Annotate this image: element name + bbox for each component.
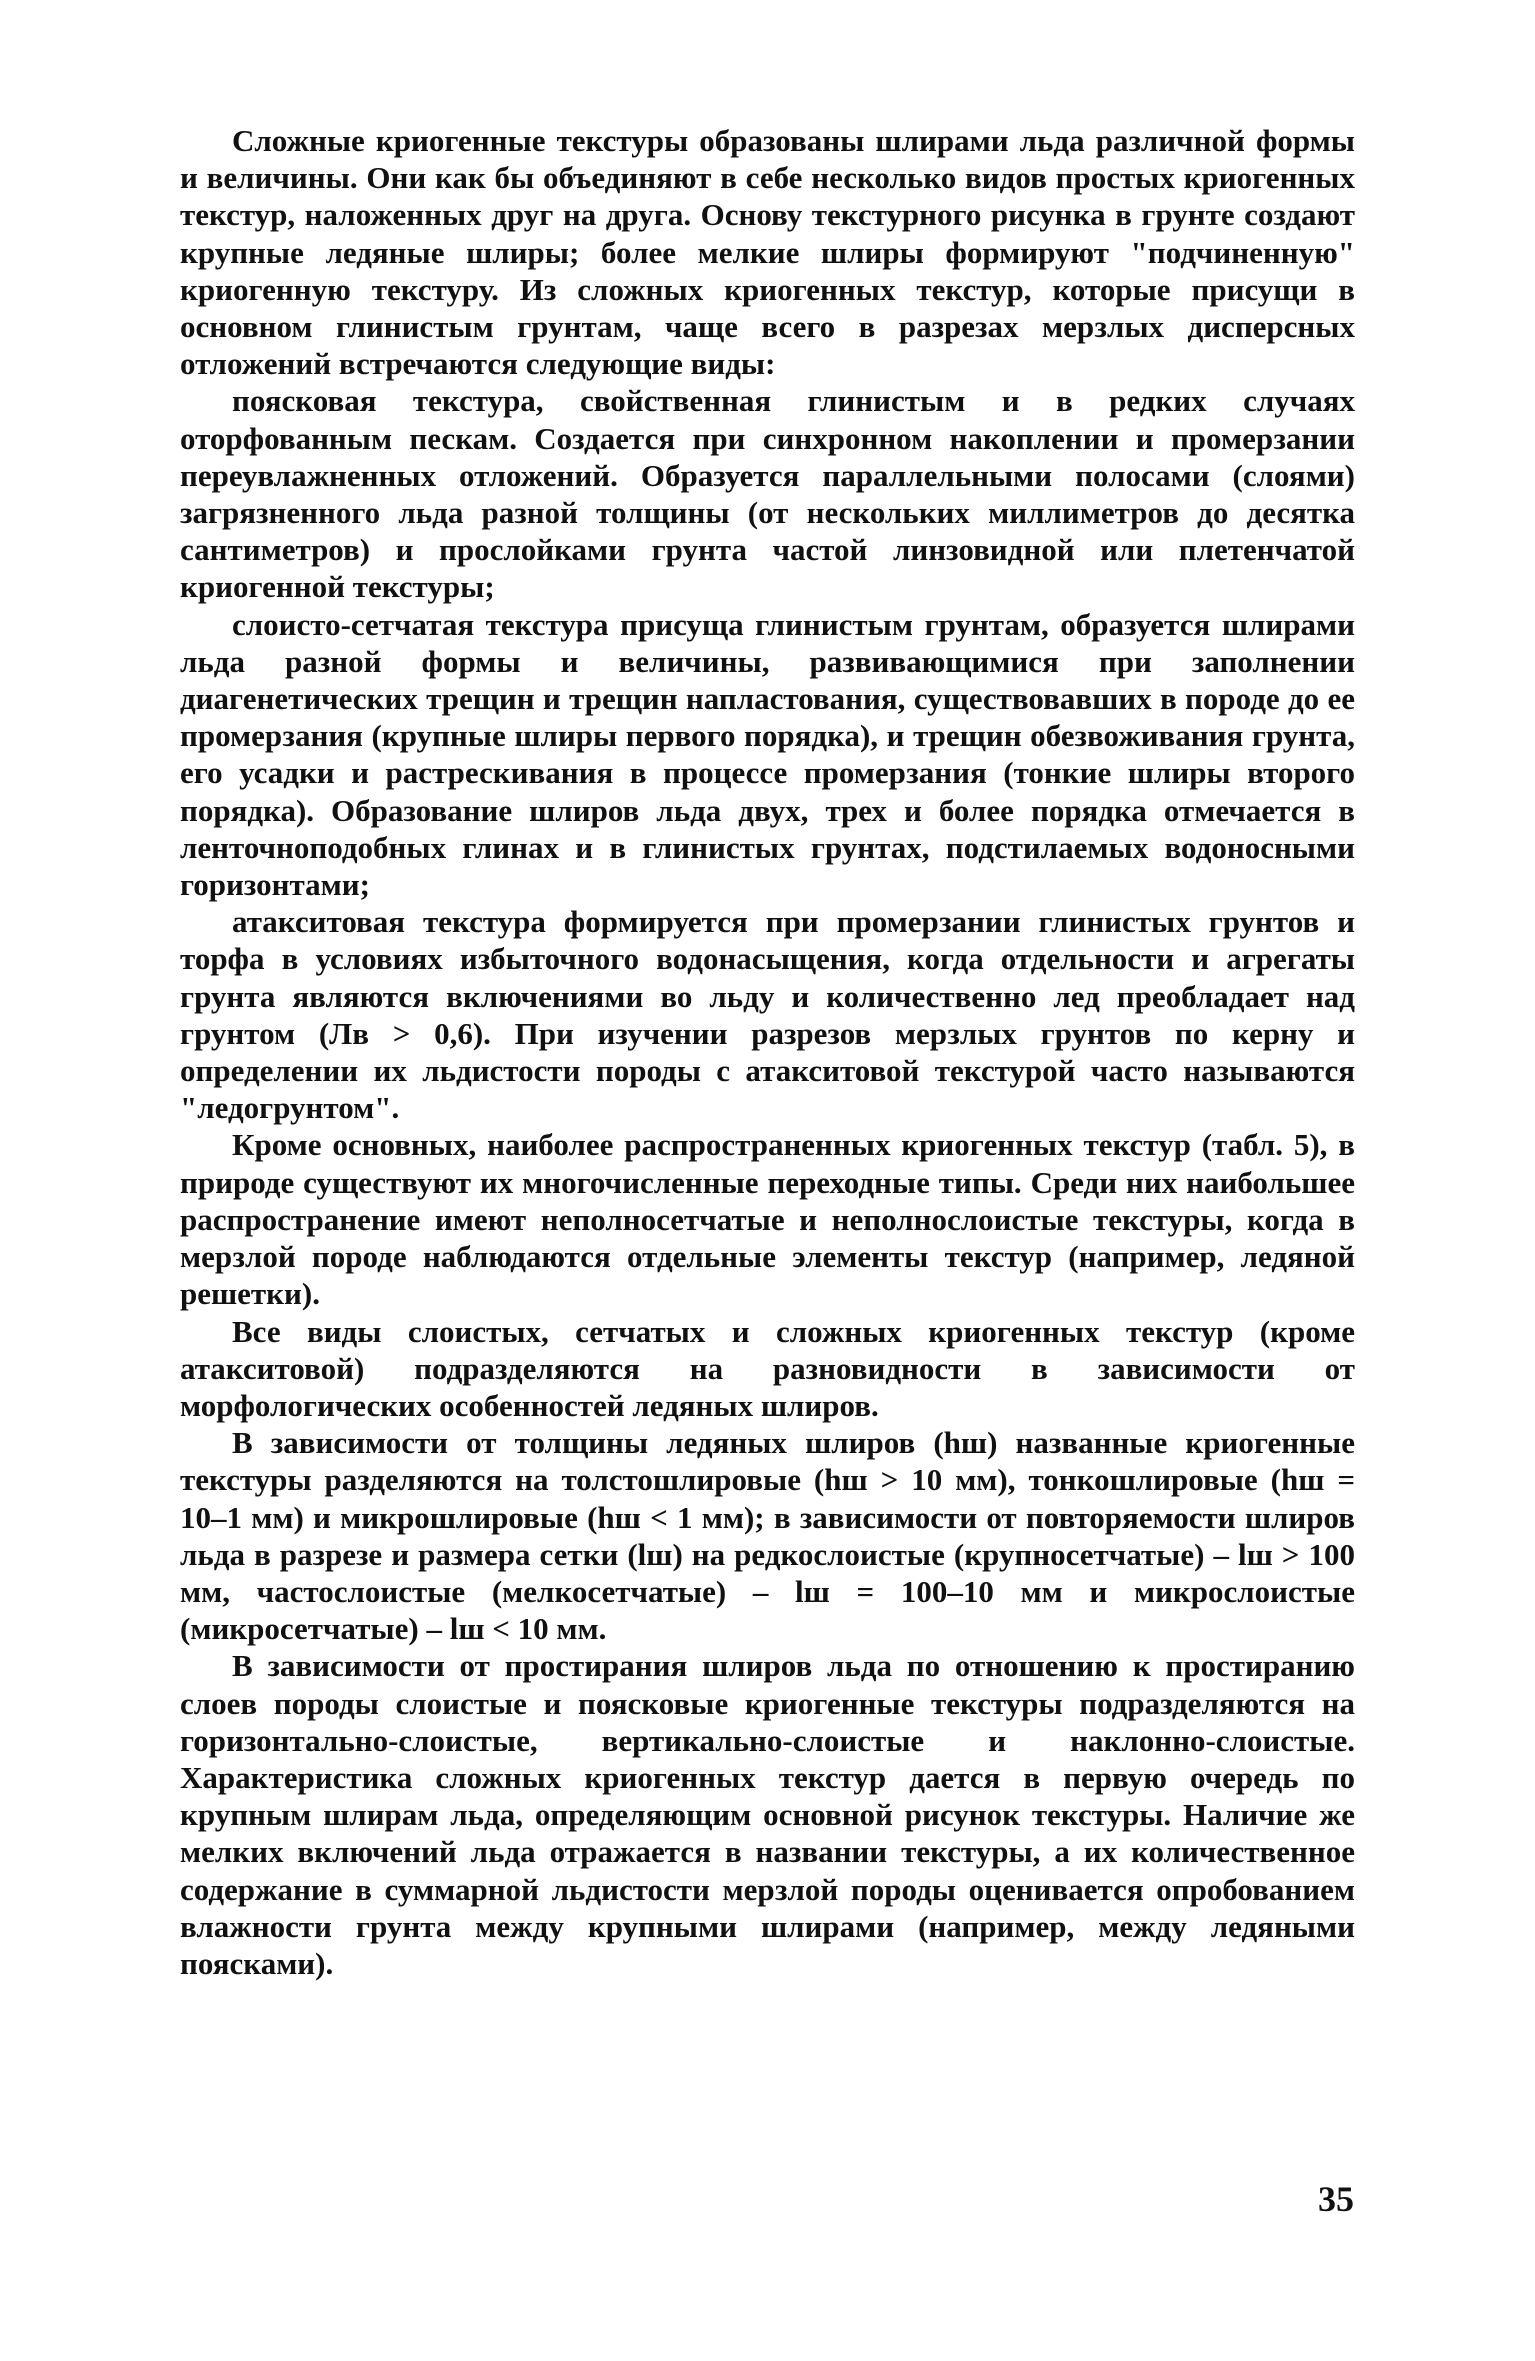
paragraph-7: В зависимости от толщины ледяных шлиров (hш) названные криогенные текстуры разделяются на толстошлировые (hш > 10 мм), тонкошлировые (hш = 10–1 мм) и микрошлировые (hш < 1 мм); в зависимости от повторяемости шлиров льда в разрезе и размера сетки (lш) на редкослоистые (крупносетчатые) – lш > 100 мм, частослоистые (мелкосетчатые) – lш = 100–10 мм и микрослоистые (микросетчатые) – lш < 10 мм. (180, 1425, 1355, 1647)
text-body (180, 122, 1355, 1982)
page-number: 35 (1318, 2179, 1354, 2219)
paragraph-5: Кроме основных, наиболее распространенных криогенных текстур (табл. 5), в природе существуют их многочисленные переходные типы. Среди них наибольшее распространение имеют неполносетчатые и неполнослоистые текстуры, когда в мерзлой породе наблюдаются отдельные элементы текстур (например, ледяной решетки). (180, 1127, 1355, 1312)
paragraph-8: В зависимости от простирания шлиров льда по отношению к простиранию слоев породы слоистые и поясковые криогенные текстуры подразделяются на горизонтально-слоистые, вертикально-слоистые и наклонно-слоистые. Характеристика сложных криогенных текстур дается в первую очередь по крупным шлирам льда, определяющим основной рисунок текстуры. Наличие же мелких включений льда отражается в названии текстуры, а их количественное содержание в суммарной льдистости мерзлой породы оценивается опробованием влажности грунта между крупными шлирами (например, между ледяными поясками). (180, 1648, 1355, 1981)
paragraph-3: слоисто-сетчатая текстура присуща глинистым грунтам, образуется шлирами льда разной формы и величины, развивающимися при заполнении диагенетических трещин и трещин напластования, существовавших в породе до ее промерзания (крупные шлиры первого порядка), и трещин обезвоживания грунта, его усадки и растрескивания в процессе промерзания (тонкие шлиры второго порядка). Образование шлиров льда двух, трех и более порядка отмечается в ленточноподобных глинах и в глинистых грунтах, подстилаемых водоносными горизонтами; (180, 606, 1355, 903)
paragraph-1: Сложные криогенные текстуры образованы шлирами льда различной формы и величины. Они как бы объединяют в себе несколько видов простых криогенных текстур, наложенных друг на друга. Основу текстурного рисунка в грунте создают крупные ледяные шлиры; более мелкие шлиры формируют "подчиненную" криогенную текстуру. Из сложных криогенных текстур, которые присущи в основном глинистым грунтам, чаще всего в разрезах мерзлых дисперсных отложений встречаются следующие виды: (180, 123, 1355, 382)
paragraph-4: атакситовая текстура формируется при промерзании глинистых грунтов и торфа в условиях избыточного водонасыщения, когда отдельности и агрегаты грунта являются включениями во льду и количественно лед преобладает над грунтом (Лв > 0,6). При изучении разрезов мерзлых грунтов по керну и определении их льдистости породы с атакситовой текстурой часто называются "ледогрунтом". (180, 904, 1355, 1126)
paragraph-6: Все виды слоистых, сетчатых и сложных криогенных текстур (кроме атакситовой) подразделяются на разновидности в зависимости от морфологических особенностей ледяных шлиров. (180, 1313, 1355, 1423)
paragraph-2: поясковая текстура, свойственная глинистым и в редких случаях оторфованным пескам. Создается при синхронном накоплении и промерзании переувлажненных отложений. Образуется параллельными полосами (слоями) загрязненного льда разной толщины (от нескольких миллиметров до десятка сантиметров) и прослойками грунта частой линзовидной или плетенчатой криогенной текстуры; (180, 383, 1355, 605)
